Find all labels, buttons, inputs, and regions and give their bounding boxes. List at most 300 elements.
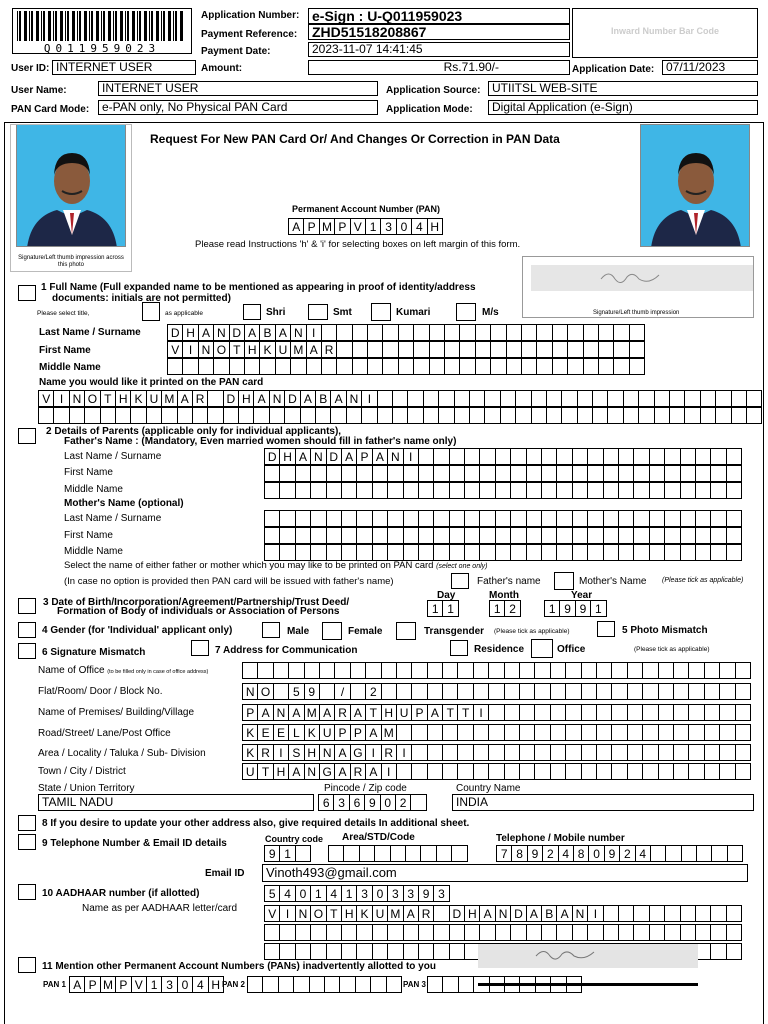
char-cell: D <box>511 905 526 922</box>
char-cell: P <box>412 704 427 721</box>
char-cell <box>280 482 295 499</box>
char-cell <box>294 976 309 993</box>
char-cell: T <box>230 341 245 358</box>
char-cell <box>373 465 388 482</box>
char-cell: D <box>285 390 300 407</box>
first-name-grid[interactable] <box>167 341 645 358</box>
char-cell: I <box>474 704 489 721</box>
char-cell <box>434 527 449 544</box>
char-cell: T <box>258 763 273 780</box>
char-cell <box>327 943 342 960</box>
char-cell: A <box>258 704 273 721</box>
char-cell <box>280 924 295 941</box>
user-name-label: User Name: <box>11 85 67 96</box>
char-cell: I <box>274 744 289 761</box>
char-cell: A <box>245 324 260 341</box>
pan2-grid[interactable] <box>247 976 402 993</box>
barcode-bar <box>151 11 153 41</box>
s8-left-checkbox[interactable] <box>18 815 36 831</box>
char-cell <box>681 924 696 941</box>
signature-image <box>531 265 753 291</box>
char-cell <box>674 744 689 761</box>
char-cell <box>507 358 522 375</box>
aadhaar-name-grid[interactable] <box>264 905 742 922</box>
char-cell <box>296 527 311 544</box>
char-cell <box>696 527 711 544</box>
year-label: Year <box>571 590 593 601</box>
mother-label: Mother's Name (optional) <box>64 498 184 509</box>
char-cell: A <box>428 704 443 721</box>
char-cell <box>634 448 649 465</box>
char-cell <box>542 465 557 482</box>
residence-label: Residence <box>474 644 525 655</box>
char-cell <box>551 704 566 721</box>
last-name-grid[interactable] <box>167 324 645 341</box>
town-grid[interactable] <box>242 763 751 780</box>
pan1-grid[interactable] <box>69 976 224 993</box>
char-cell <box>553 358 568 375</box>
char-cell <box>327 482 342 499</box>
char-cell <box>230 358 245 375</box>
char-cell: 4 <box>193 976 208 993</box>
char-cell <box>443 724 458 741</box>
char-cell <box>450 510 465 527</box>
char-cell <box>557 482 572 499</box>
female-label: Female <box>348 626 383 637</box>
char-cell <box>347 407 362 424</box>
s3-left-checkbox[interactable] <box>18 598 36 614</box>
email-field[interactable]: Vinoth493@gmail.com <box>262 864 748 882</box>
char-cell <box>711 544 726 561</box>
char-cell <box>650 924 665 941</box>
char-cell <box>131 407 146 424</box>
road-label: Road/Street/ Lane/Post Office <box>38 728 171 739</box>
char-cell <box>584 341 599 358</box>
char-cell: O <box>85 390 100 407</box>
char-cell <box>614 358 629 375</box>
state-field[interactable]: TAMIL NADU <box>38 794 314 811</box>
char-cell <box>296 943 311 960</box>
char-cell: V <box>351 218 366 235</box>
char-cell <box>404 527 419 544</box>
char-cell <box>582 724 597 741</box>
char-cell <box>325 976 340 993</box>
signature-mismatch-checkbox[interactable] <box>18 643 36 659</box>
char-cell <box>566 662 581 679</box>
aadhaar-grid[interactable] <box>264 885 450 902</box>
fathers-name-checkbox[interactable] <box>451 573 469 589</box>
char-cell <box>214 358 229 375</box>
s10-title: 10 AADHAAR number (if allotted) <box>42 888 200 899</box>
char-cell <box>665 544 680 561</box>
char-cell <box>689 744 704 761</box>
area-grid[interactable] <box>242 744 751 761</box>
char-cell: 3 <box>434 885 449 902</box>
char-cell <box>489 704 504 721</box>
char-cell <box>681 448 696 465</box>
char-cell <box>357 924 372 941</box>
applicant-photo-right <box>640 124 750 247</box>
char-cell <box>476 324 491 341</box>
char-cell <box>465 510 480 527</box>
char-cell <box>357 544 372 561</box>
aadhaar-name-grid-2[interactable] <box>264 924 742 941</box>
char-cell <box>639 407 654 424</box>
char-cell <box>665 448 680 465</box>
char-cell: I <box>397 744 412 761</box>
char-cell <box>604 544 619 561</box>
char-cell <box>582 683 597 700</box>
char-cell: 3 <box>388 885 403 902</box>
flat-label: Flat/Room/ Door / Block No. <box>38 686 163 697</box>
char-cell <box>388 544 403 561</box>
char-cell <box>428 976 443 993</box>
s2-please-tick: (Please tick as applicable) <box>662 577 744 584</box>
char-cell <box>537 358 552 375</box>
s4-left-checkbox[interactable] <box>18 622 36 638</box>
char-cell: 2 <box>620 845 635 862</box>
char-cell <box>383 341 398 358</box>
mother-last-label: Last Name / Surname <box>64 513 162 524</box>
premises-grid[interactable] <box>242 704 751 721</box>
char-cell <box>511 924 526 941</box>
char-cell <box>597 763 612 780</box>
middle-name-label: Middle Name <box>39 362 101 373</box>
payment-reference-field: ZHD51518208867 <box>308 24 570 40</box>
char-cell <box>414 324 429 341</box>
char-cell <box>362 407 377 424</box>
char-cell: B <box>260 324 275 341</box>
photo-mismatch-checkbox[interactable] <box>597 621 615 637</box>
print-name-grid-2[interactable] <box>38 407 762 424</box>
office-checkbox[interactable] <box>531 639 553 658</box>
char-cell <box>701 407 716 424</box>
char-cell <box>643 744 658 761</box>
char-cell <box>399 341 414 358</box>
char-cell <box>520 662 535 679</box>
char-cell <box>551 662 566 679</box>
fathers-name-label: Father's name <box>477 576 541 587</box>
char-cell <box>527 448 542 465</box>
char-cell <box>736 683 751 700</box>
char-cell <box>388 465 403 482</box>
country-field[interactable]: INDIA <box>452 794 754 811</box>
char-cell <box>681 905 696 922</box>
char-cell <box>736 704 751 721</box>
char-cell <box>547 407 562 424</box>
char-cell: 4 <box>412 218 427 235</box>
char-cell: 3 <box>357 885 372 902</box>
char-cell <box>542 924 557 941</box>
char-cell <box>445 358 460 375</box>
char-cell: H <box>183 324 198 341</box>
father-last-grid[interactable] <box>264 448 742 465</box>
char-cell <box>659 662 674 679</box>
char-cell <box>85 407 100 424</box>
char-cell <box>406 845 421 862</box>
char-cell: D <box>230 324 245 341</box>
father-middle-label: Middle Name <box>64 484 123 495</box>
char-cell: P <box>243 704 258 721</box>
char-cell <box>373 527 388 544</box>
flat-grid[interactable] <box>242 683 751 700</box>
s11-checkbox[interactable] <box>18 957 36 973</box>
char-cell <box>404 465 419 482</box>
dob-day-grid[interactable] <box>427 600 459 617</box>
barcode-bar <box>84 11 87 41</box>
char-cell: E <box>258 724 273 741</box>
char-cell <box>399 358 414 375</box>
char-cell <box>480 544 495 561</box>
char-cell <box>705 744 720 761</box>
office-name-grid[interactable] <box>242 662 751 679</box>
char-cell <box>604 465 619 482</box>
char-cell: 0 <box>397 218 412 235</box>
char-cell: H <box>305 744 320 761</box>
char-cell: 0 <box>381 794 396 811</box>
char-cell <box>716 407 731 424</box>
char-cell <box>659 683 674 700</box>
char-cell <box>736 724 751 741</box>
char-cell <box>516 407 531 424</box>
char-cell <box>604 510 619 527</box>
barcode-bar <box>113 11 114 41</box>
char-cell <box>674 763 689 780</box>
char-cell <box>643 704 658 721</box>
char-cell: M <box>291 341 306 358</box>
residence-checkbox[interactable] <box>450 640 468 656</box>
mother-first-grid[interactable] <box>264 527 742 544</box>
char-cell <box>711 527 726 544</box>
char-cell <box>711 448 726 465</box>
char-cell: S <box>289 744 304 761</box>
char-cell <box>582 763 597 780</box>
barcode-bar <box>67 11 69 41</box>
char-cell: 3 <box>162 976 177 993</box>
barcode-bar <box>55 11 57 41</box>
barcode-bar <box>41 11 42 41</box>
char-cell <box>460 358 475 375</box>
char-cell <box>732 390 747 407</box>
s2-left-checkbox[interactable] <box>18 428 36 444</box>
char-cell <box>424 407 439 424</box>
char-cell: A <box>557 905 572 922</box>
char-cell <box>650 527 665 544</box>
char-cell <box>458 744 473 761</box>
office-name-note: (to be filled only in case of office address) <box>107 669 209 675</box>
char-cell <box>489 683 504 700</box>
smt-checkbox[interactable] <box>308 304 328 320</box>
char-cell <box>705 763 720 780</box>
char-cell: P <box>116 976 131 993</box>
kumari-checkbox[interactable] <box>371 303 391 321</box>
s1-left-checkbox[interactable] <box>18 285 36 301</box>
char-cell: 5 <box>265 885 280 902</box>
pan1-label: PAN 1 <box>43 980 66 989</box>
char-cell <box>505 724 520 741</box>
char-cell <box>588 482 603 499</box>
print-name-grid[interactable] <box>38 390 762 407</box>
char-cell <box>199 358 214 375</box>
char-cell <box>459 976 474 993</box>
char-cell <box>628 744 643 761</box>
char-cell <box>193 407 208 424</box>
char-cell: 6 <box>350 794 365 811</box>
char-cell <box>696 544 711 561</box>
char-cell <box>557 527 572 544</box>
char-cell <box>311 924 326 941</box>
male-checkbox[interactable] <box>262 622 280 638</box>
char-cell: H <box>239 390 254 407</box>
char-cell <box>245 358 260 375</box>
char-cell <box>747 390 762 407</box>
char-cell <box>532 390 547 407</box>
mothers-name-checkbox[interactable] <box>554 572 574 590</box>
char-cell <box>705 704 720 721</box>
char-cell: I <box>280 905 295 922</box>
char-cell <box>520 724 535 741</box>
char-cell: 1 <box>490 600 505 617</box>
char-cell: 9 <box>305 683 320 700</box>
father-first-grid[interactable] <box>264 465 742 482</box>
pincode-label: Pincode / Zip code <box>324 783 407 794</box>
char-cell <box>727 510 742 527</box>
char-cell: N <box>70 390 85 407</box>
char-cell <box>651 845 666 862</box>
char-cell: A <box>307 341 322 358</box>
char-cell <box>599 324 614 341</box>
char-cell <box>428 683 443 700</box>
char-cell: 5 <box>289 683 304 700</box>
char-cell <box>505 683 520 700</box>
mother-middle-grid[interactable] <box>264 544 742 561</box>
char-cell <box>368 341 383 358</box>
char-cell <box>296 465 311 482</box>
char-cell: 4 <box>636 845 651 862</box>
char-cell: B <box>542 905 557 922</box>
char-cell <box>434 943 449 960</box>
char-cell: 1 <box>342 885 357 902</box>
char-cell <box>619 448 634 465</box>
s10-left-checkbox[interactable] <box>18 884 36 900</box>
char-cell <box>404 943 419 960</box>
mobile-grid[interactable] <box>496 845 743 862</box>
char-cell <box>535 662 550 679</box>
barcode-bar <box>65 11 66 41</box>
char-cell: R <box>258 744 273 761</box>
char-cell <box>527 527 542 544</box>
char-cell <box>289 662 304 679</box>
char-cell: N <box>270 390 285 407</box>
father-middle-grid[interactable] <box>264 482 742 499</box>
char-cell <box>501 390 516 407</box>
s11-title: 11 Mention other Permanent Account Numbers (PANs) inadvertently allotted to you <box>42 961 436 972</box>
char-cell <box>588 527 603 544</box>
char-cell: 9 <box>605 845 620 862</box>
char-cell <box>320 683 335 700</box>
pincode-grid[interactable] <box>318 794 427 811</box>
s2-no-option-text: (In case no option is provided then PAN card will be issued with father's name) <box>64 576 394 587</box>
char-cell: 9 <box>576 600 591 617</box>
char-cell <box>342 544 357 561</box>
country-code-grid[interactable] <box>264 845 311 862</box>
char-cell <box>634 482 649 499</box>
shri-checkbox[interactable] <box>243 304 261 320</box>
char-cell <box>557 510 572 527</box>
char-cell <box>727 448 742 465</box>
char-cell <box>562 390 577 407</box>
dob-year-grid[interactable] <box>544 600 607 617</box>
char-cell <box>505 744 520 761</box>
s9-title: 9 Telephone Number & Email ID details <box>42 838 227 849</box>
char-cell <box>248 976 263 993</box>
char-cell <box>368 358 383 375</box>
s7-checkbox[interactable] <box>191 640 209 656</box>
char-cell: A <box>289 763 304 780</box>
ms-checkbox[interactable] <box>456 303 476 321</box>
char-cell: M <box>305 704 320 721</box>
char-cell <box>458 724 473 741</box>
s2-select-text <box>64 560 487 571</box>
middle-name-grid[interactable] <box>167 358 645 375</box>
char-cell: 3 <box>334 794 349 811</box>
email-label: Email ID <box>205 868 245 879</box>
char-cell <box>450 482 465 499</box>
char-cell: 2 <box>505 600 520 617</box>
char-cell <box>614 324 629 341</box>
char-cell <box>311 465 326 482</box>
char-cell: 1 <box>280 845 295 862</box>
char-cell <box>705 662 720 679</box>
char-cell <box>537 324 552 341</box>
char-cell: B <box>316 390 331 407</box>
char-cell <box>568 324 583 341</box>
char-cell: L <box>289 724 304 741</box>
char-cell: A <box>254 390 269 407</box>
area-code-grid[interactable] <box>328 845 468 862</box>
char-cell <box>696 465 711 482</box>
transgender-checkbox[interactable] <box>396 622 416 640</box>
char-cell <box>608 407 623 424</box>
char-cell <box>465 544 480 561</box>
char-cell <box>357 465 372 482</box>
char-cell: P <box>351 724 366 741</box>
char-cell <box>682 845 697 862</box>
char-cell <box>337 358 352 375</box>
char-cell <box>351 683 366 700</box>
char-cell <box>634 905 649 922</box>
signature-box <box>522 256 754 318</box>
char-cell <box>634 527 649 544</box>
char-cell <box>327 544 342 561</box>
char-cell <box>643 662 658 679</box>
char-cell <box>351 662 366 679</box>
char-cell <box>353 324 368 341</box>
s1-title-tick-box <box>142 302 160 321</box>
char-cell <box>612 744 627 761</box>
char-cell <box>419 448 434 465</box>
road-grid[interactable] <box>242 724 751 741</box>
barcode-bar <box>163 11 165 41</box>
dob-month-grid[interactable] <box>489 600 521 617</box>
mother-last-grid[interactable] <box>264 510 742 527</box>
s9-left-checkbox[interactable] <box>18 834 36 850</box>
female-checkbox[interactable] <box>322 622 342 640</box>
char-cell <box>573 448 588 465</box>
father-last-label: Last Name / Surname <box>64 451 162 462</box>
char-cell <box>162 407 177 424</box>
char-cell <box>224 407 239 424</box>
